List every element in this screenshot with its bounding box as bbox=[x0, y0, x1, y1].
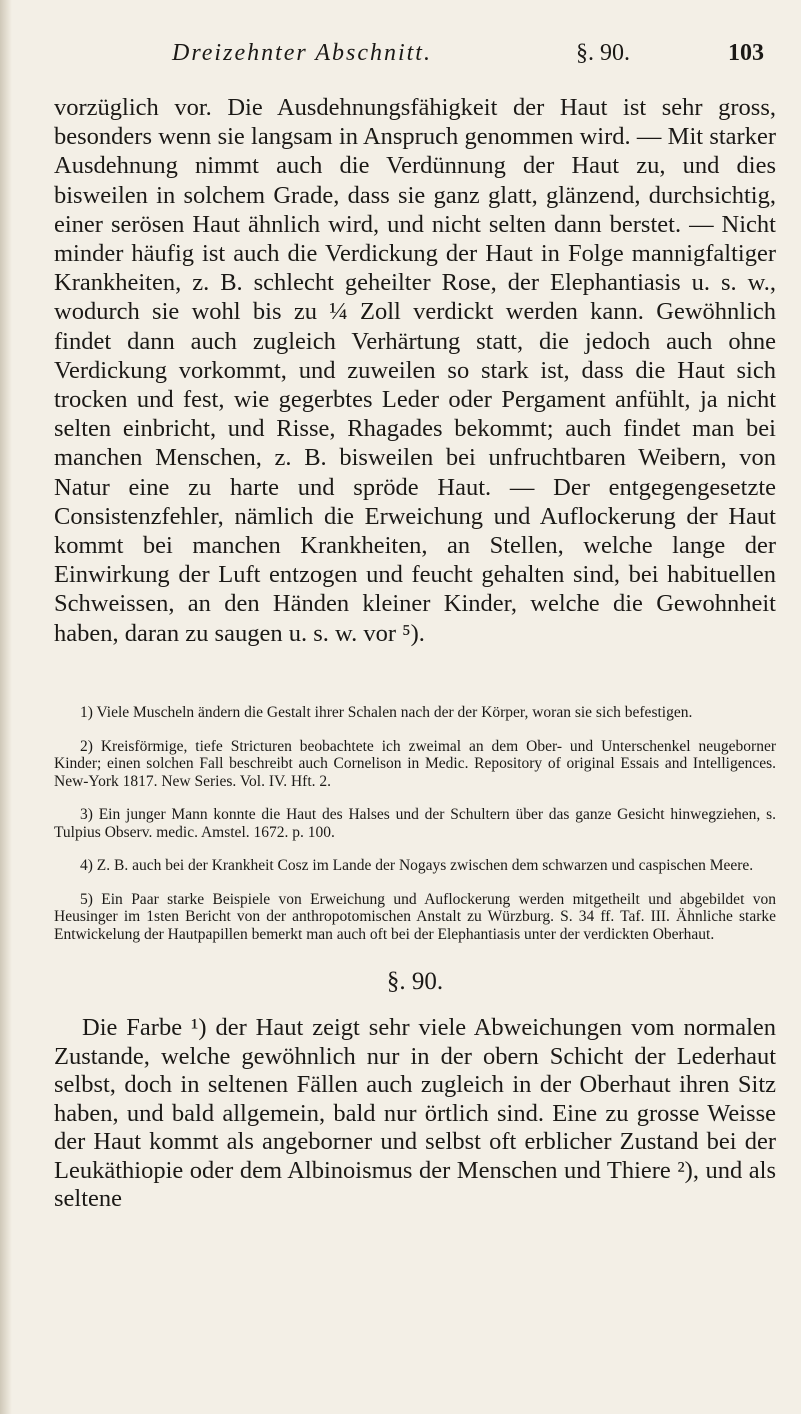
footnotes bbox=[54, 704, 776, 959]
footnote-5: 5) Ein Paar starke Beispiele von Erweichung und Auflockerung werden mitgetheilt und abgebildet von Heusinger im 1sten Bericht von der anthropotomischen Anstalt zu Würzburg. S. 34 ff. Taf. III. Ähnliche starke Entwickelung der Hautpapillen bemerkt man auch oft bei der Elephantiasis unter der verdickten Oberhaut. bbox=[54, 890, 776, 943]
page-header bbox=[172, 40, 772, 74]
section-paragraph: Die Farbe ¹) der Haut zeigt sehr viele Abweichungen vom normalen Zustande, welche gewöhnlich nur in der obern Schicht der Lederhaut selbst, doch in seltenen Fällen auch zugleich in der Oberhaut ihren Sitz haben, und bald allgemein, bald nur örtlich sind. Eine zu grosse Weisse der Haut kommt als angeborner und selbst oft erblicher Zustand bei der Leukäthiopie oder dem Albinoismus der Menschen und Thiere ²), und als seltene bbox=[54, 1014, 776, 1212]
header-section-number: §. 90. bbox=[576, 40, 630, 66]
footnote-3: 3) Ein junger Mann konnte die Haut des Halses und der Schultern über das ganze Gesicht hinwegziehen, s. Tulpius Observ. medic. Amstel. 1672. p. 100. bbox=[54, 806, 776, 841]
page-number: 103 bbox=[728, 40, 764, 66]
section-heading: §. 90. bbox=[386, 968, 444, 995]
body-paragraph: vorzüglich vor. Die Ausdehnungsfähigkeit der Haut ist sehr gross, besonders wenn sie langsam in Anspruch genommen wird. — Mit starker Ausdehnung nimmt auch die Verdünnung der Haut zu, und dies bisweilen in solchem Grade, dass sie ganz glatt, glänzend, durchsichtig, einer serösen Haut ähnlich wird, und nicht selten dann berstet. — Nicht minder häufig ist auch die Verdickung der Haut in Folge mannigfaltiger Krankheiten, z. B. schlecht geheilter Rose, der Elephantiasis u. s. w., wodurch sie wohl bis zu ¼ Zoll verdickt werden kann. Gewöhnlich findet dann auch zugleich Verhärtung statt, die jedoch auch ohne Verdickung vorkommt, und zuweilen so stark ist, dass die Haut sich trocken und fest, wie gegerbtes Leder oder Pergament anfühlt, ja nicht selten einbricht, und Risse, Rhagades bekommt; auch findet man bei manchen Menschen, z. B. bisweilen bei unfruchtbaren Weibern, von Natur eine zu harte und spröde Haut. — Der entgegengesetzte Consistenzfehler, nämlich die Erweichung und Auflockerung der Haut kommt bei manchen Krankheiten, an Stellen, welche lange der Einwirkung der Luft entzogen und feucht gehalten sind, bei habituellen Schweissen, an den Händen kleiner Kinder, welche die Gewohnheit haben, daran zu saugen u. s. w. vor ⁵). bbox=[54, 94, 776, 647]
running-title: Dreizehnter Abschnitt. bbox=[172, 40, 432, 66]
footnote-4: 4) Z. B. auch bei der Krankheit Cosz im Lande der Nogays zwischen dem schwarzen und caspischen Meere. bbox=[80, 857, 754, 874]
footnote-1: 1) Viele Muscheln ändern die Gestalt ihrer Schalen nach der der Körper, woran sie sich befestigen. bbox=[80, 704, 693, 721]
footnote-2: 2) Kreisförmige, tiefe Stricturen beobachtete ich zweimal an dem Ober- und Unterschenkel neugeborner Kinder; einen solchen Fall beschreibt auch Cornelison in Medic. Repository of original Essais and Intelligences. New-York 1817. New Series. Vol. IV. Hft. 2. bbox=[54, 737, 776, 790]
page-binding-shadow bbox=[0, 0, 12, 1414]
